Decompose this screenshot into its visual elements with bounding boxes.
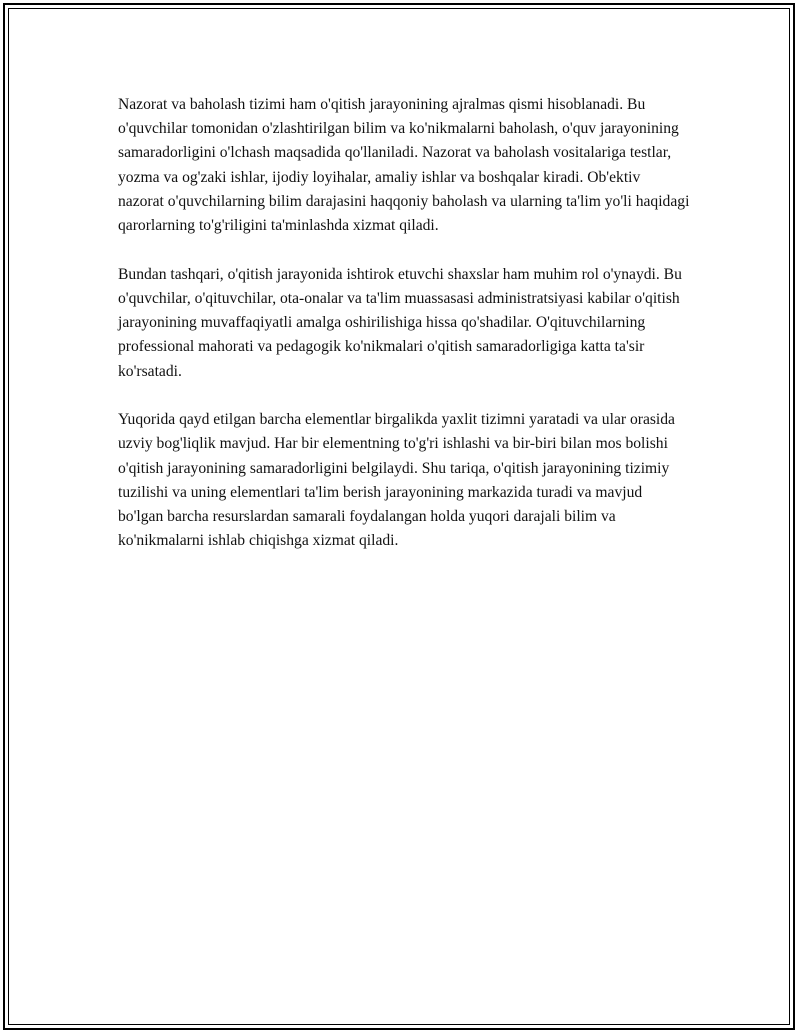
paragraph-1: Nazorat va baholash tizimi ham o'qitish jarayonining ajralmas qismi hisoblanadi. Bu o'quvchilar tomonidan o'zlashtirilgan bilim va ko'nikmalarni baholash, o'quv jarayonining samaradorligini o'lchash maqsadida qo'llaniladi. Nazorat va baholash vositalariga testlar, yozma va og'zaki ishlar, ijodiy loyihalar, amaliy ishlar va boshqalar kiradi. Ob'ektiv nazorat o'quvchilarning bilim darajasini haqqoniy baholash va ularning ta'lim yo'li haqidagi qarorlarning to'g'riligini ta'minlashda xizmat qiladi. <box>118 96 690 235</box>
document-body <box>118 93 690 578</box>
paragraph-2: Bundan tashqari, o'qitish jarayonida ishtirok etuvchi shaxslar ham muhim rol o'ynaydi. Bu o'quvchilar, o'qituvchilar, ota-onalar va ta'lim muassasasi administratsiyasi kabilar o'qitish jarayonining muvaffaqiyatli amalga oshirilishiga hissa qo'shadilar. O'qituvchilarning professional mahorati va pedagogik ko'nikmalari o'qitish samaradorligiga katta ta'sir ko'rsatadi. <box>118 265 682 380</box>
paragraph-3: Yuqorida qayd etilgan barcha elementlar birgalikda yaxlit tizimni yaratadi va ular orasida uzviy bog'liqlik mavjud. Har bir elementning to'g'ri ishlashi va bir-biri bilan mos bolishi o'qitish jarayonining samaradorligini belgilaydi. Shu tariqa, o'qitish jarayonining tizimiy tuzilishi va uning elementlari ta'lim berish jarayonining markazida turadi va mavjud bo'lgan barcha resurslardan samarali foydalangan holda yuqori darajali bilim va ko'nikmalarni ishlab chiqishga xizmat qiladi. <box>118 411 675 550</box>
